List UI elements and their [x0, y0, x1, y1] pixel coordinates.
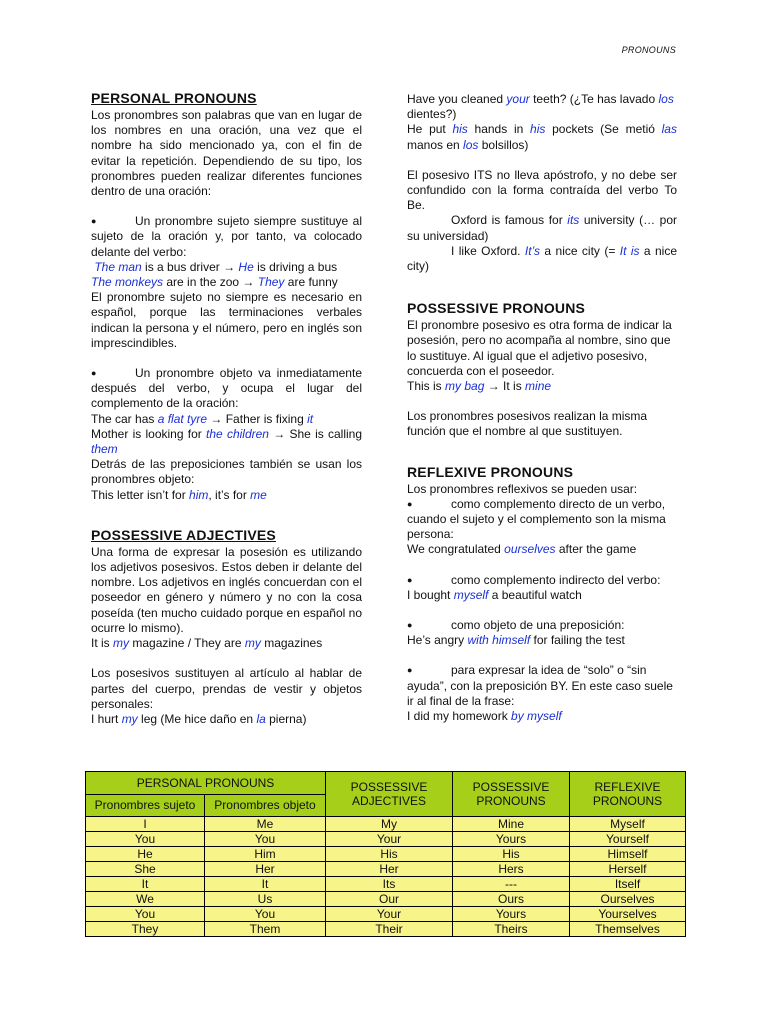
example-line: We congratulated ourselves after the game: [407, 542, 637, 557]
table-cell: ---: [453, 877, 570, 892]
table-row: [86, 907, 686, 922]
example-line: He’s angry with himself for failing the test: [407, 633, 625, 648]
pronouns-summary-table: [85, 771, 686, 937]
table-cell: They: [86, 922, 205, 937]
table-cell: He: [86, 847, 205, 862]
table-cell: Himself: [570, 847, 686, 862]
table-cell: His: [453, 847, 570, 862]
table-cell: You: [86, 907, 205, 922]
table-cell: You: [205, 832, 326, 847]
left-column: [91, 90, 362, 727]
possessive-adjectives-title: POSSESSIVE ADJECTIVES: [91, 526, 276, 543]
table-cell: Them: [205, 922, 326, 937]
bullet-icon: ●: [407, 574, 413, 585]
example-line: I did my homework by myself: [407, 709, 562, 724]
reflexive-bullet: ● como complemento indirecto del verbo:: [407, 572, 661, 587]
table-cell: Her: [326, 862, 453, 877]
reflexive-intro: Los pronombres reflexivos se pueden usar:: [407, 481, 638, 496]
table-header-personal: PERSONAL PRONOUNS: [86, 772, 326, 795]
table-cell: You: [86, 832, 205, 847]
table-cell: She: [86, 862, 205, 877]
table-cell: You: [205, 907, 326, 922]
table-cell: We: [86, 892, 205, 907]
table-cell: I: [86, 817, 205, 832]
table-cell: Your: [326, 907, 453, 922]
table-cell: Itself: [570, 877, 686, 892]
example-line: It is my magazine / They are my magazines: [91, 636, 323, 651]
table-cell: Her: [205, 862, 326, 877]
example-line: This is my bag → It is mine: [407, 379, 552, 394]
bullet-icon: ●: [407, 620, 413, 631]
table-cell: Herself: [570, 862, 686, 877]
table-body: [86, 817, 686, 937]
example-line: The monkeys are in the zoo → They are funny: [91, 275, 338, 290]
table-cell: His: [326, 847, 453, 862]
example-line: I bought myself a beautiful watch: [407, 587, 582, 602]
example-line: I hurt my leg (Me hice daño en la pierna): [91, 711, 307, 726]
table-row: [86, 862, 686, 877]
table-row: [86, 832, 686, 847]
example-line: Mother is looking for the children → She is calling them: [91, 426, 362, 457]
object-note: Detrás de las preposiciones también se usan los pronombres objeto:: [91, 457, 362, 487]
table-cell: Yourself: [570, 832, 686, 847]
reflexive-bullet: ● como complemento directo de un verbo, cuando el sujeto y el complemento son la misma persona:: [407, 496, 666, 542]
example-line: The man is a bus driver → He is driving a bus: [94, 259, 338, 274]
table-cell: My: [326, 817, 453, 832]
reflexive-pronouns-title: REFLEXIVE PRONOUNS: [407, 463, 574, 480]
table-row: [86, 922, 686, 937]
right-column: [407, 92, 677, 724]
table-cell: Yourselves: [570, 907, 686, 922]
example-line: This letter isn’t for him, it’s for me: [91, 487, 267, 502]
bullet-icon: ●: [91, 368, 97, 379]
table-cell: It: [86, 877, 205, 892]
poss-adj-intro: Una forma de expresar la posesión es utilizando los adjetivos posesivos. Estos deben ir delante del nombre. Los adjetivos en inglés concuerdan con el poseedor en género y número y no con la cosa poseída (ten mucho cuidado porque en español no ocurre lo mismo).: [91, 544, 362, 635]
table-header-reflexive: REFLEXIVE PRONOUNS: [570, 772, 686, 817]
table-cell: Our: [326, 892, 453, 907]
bullet-icon: ●: [407, 665, 413, 676]
table-row: [86, 817, 686, 832]
table-cell: Themselves: [570, 922, 686, 937]
running-header: PRONOUNS: [621, 45, 676, 55]
table-row: [86, 877, 686, 892]
table-cell: It: [205, 877, 326, 892]
example-line: Oxford is famous for its university (… por su universidad): [407, 213, 677, 243]
table-header-poss-pron: POSSESSIVE PRONOUNS: [453, 772, 570, 817]
bullet-icon: ●: [407, 498, 413, 509]
table-subheader-subject: Pronombres sujeto: [86, 794, 205, 817]
table-subheader-object: Pronombres objeto: [205, 794, 326, 817]
object-bullet: ● Un pronombre objeto va inmediatamente después del verbo, y ocupa el lugar del complemento de la oración:: [91, 366, 362, 411]
table-cell: Theirs: [453, 922, 570, 937]
table-cell: Myself: [570, 817, 686, 832]
table-cell: Me: [205, 817, 326, 832]
table-header-poss-adj: POSSESSIVE ADJECTIVES: [326, 772, 453, 817]
reflexive-bullet: ● para expresar la idea de “solo” o “sin ayuda”, con la preposición BY. En este caso suele ir al final de la frase:: [407, 663, 673, 708]
table-cell: Their: [326, 922, 453, 937]
table-cell: Hers: [453, 862, 570, 877]
example-line: The car has a flat tyre → Father is fixing it: [91, 411, 314, 426]
reflexive-bullet: ● como objeto de una preposición:: [407, 618, 625, 633]
poss-adj-note: Los posesivos sustituyen al artículo al hablar de partes del cuerpo, prendas de vestir y objetos personales:: [91, 666, 362, 711]
table-cell: Yours: [453, 832, 570, 847]
example-line: Have you cleaned your teeth? (¿Te has lavado los dientes?): [407, 92, 674, 122]
table-cell: Ourselves: [570, 892, 686, 907]
table-cell: Us: [205, 892, 326, 907]
table-cell: Yours: [453, 907, 570, 922]
table-cell: Its: [326, 877, 453, 892]
poss-pron-intro: El pronombre posesivo es otra forma de indicar la posesión, pero no acompaña al nombre, sino que lo sustituye. Al igual que el adjetivo posesivo, concuerda con el poseedor.: [407, 318, 672, 378]
table-row: [86, 892, 686, 907]
subject-bullet: ● Un pronombre sujeto siempre sustituye al sujeto de la oración y, por tanto, va colocado delante del verbo:: [91, 214, 362, 259]
poss-pron-note: Los pronombres posesivos realizan la misma función que el nombre al que sustituyen.: [407, 409, 648, 439]
bullet-icon: ●: [91, 216, 97, 227]
personal-intro: Los pronombres son palabras que van en lugar de los nombres en una oración, una vez que el nombre ha sido mencionado ya, con el fin de evitar la repetición. Dependiendo de su tipo, los pronombres pueden realizar diferentes funciones dentro de una oración:: [91, 108, 362, 199]
subject-note: El pronombre sujeto no siempre es necesario en español, porque las terminaciones verbales indican la persona y el número, pero en inglés son imprescindibles.: [91, 290, 362, 350]
table-cell: Your: [326, 832, 453, 847]
table-row: [86, 847, 686, 862]
its-note: El posesivo ITS no lleva apóstrofo, y no debe ser confundido con la forma contraída del verbo To Be.: [407, 167, 677, 213]
example-line: He put his hands in his pockets (Se metió las manos en los bolsillos): [407, 122, 677, 152]
personal-pronouns-title: PERSONAL PRONOUNS: [91, 90, 257, 106]
table-cell: Ours: [453, 892, 570, 907]
table-cell: Mine: [453, 817, 570, 832]
possessive-pronouns-title: POSSESSIVE PRONOUNS: [407, 300, 586, 317]
table-cell: Him: [205, 847, 326, 862]
example-line: I like Oxford. It’s a nice city (= It is a nice city): [407, 243, 677, 274]
